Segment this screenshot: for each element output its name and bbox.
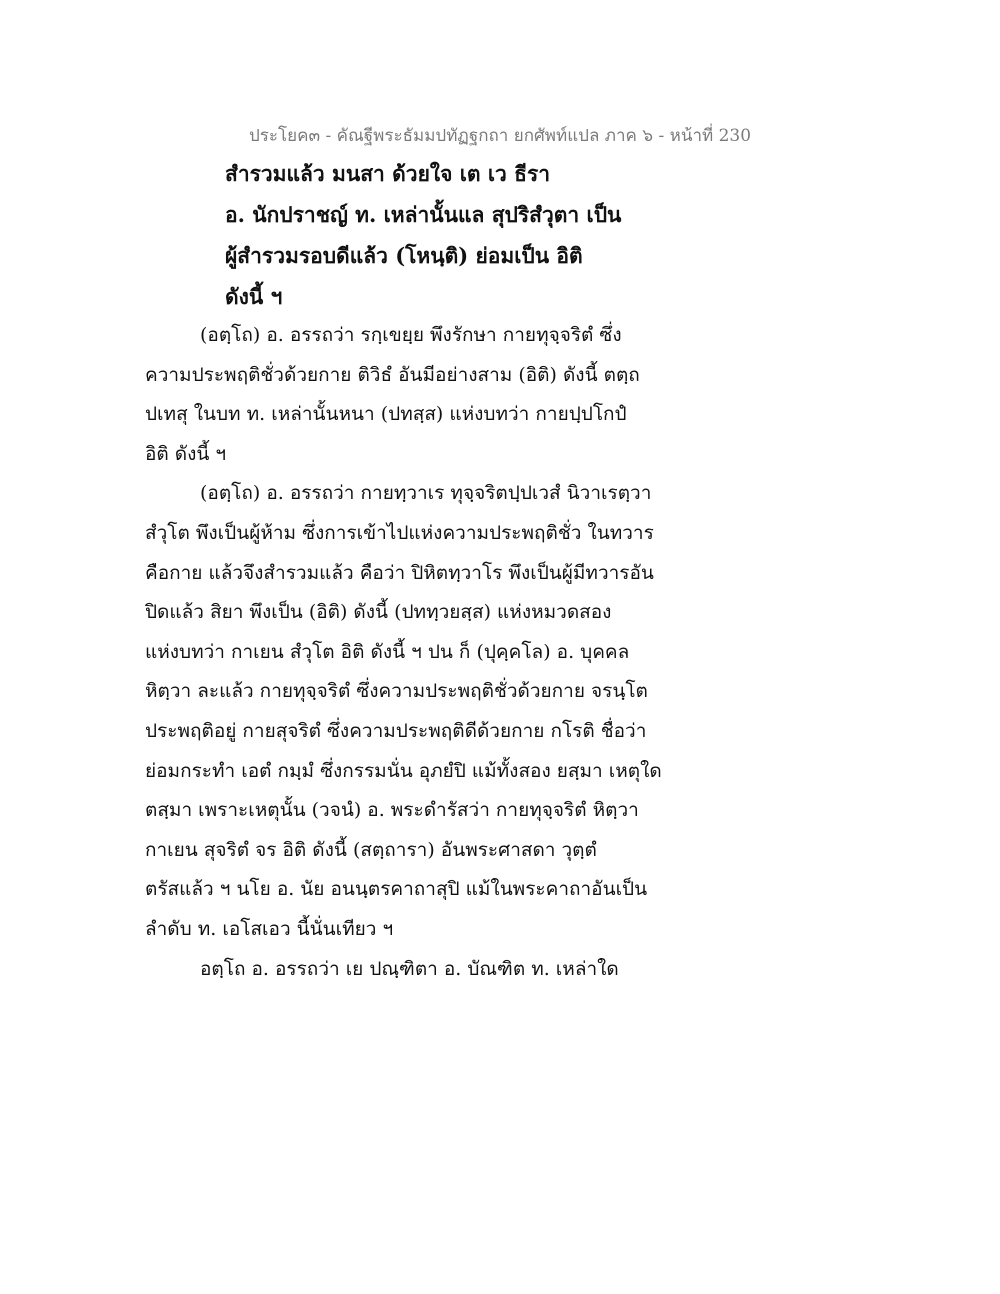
body-line: อตฺโถ อ. อรรถว่า เย ปณฺฑิตา อ. บัณฑิต ท. เหล่าใด <box>200 957 619 980</box>
body-line: (อตฺโถ) อ. อรรถว่า รกฺเขยฺย พึงรักษา กายทุจฺจริตํ ซึ่ง <box>200 324 622 346</box>
body-line: กาเยน สุจริตํ จร อิติ ดังนี้ (สตฺถารา) อันพระศาสดา วุตฺตํ <box>145 838 597 861</box>
body-line: หิตฺวา ละแล้ว กายทุจฺจริตํ ซึ่งความประพฤติชั่วด้วยกาย จรนฺโต <box>145 680 648 703</box>
body-line: อิติ ดังนี้ ฯ <box>145 442 227 465</box>
body-line: ย่อมกระทำ เอตํ กมฺมํ ซึ่งกรรมนั่น อุภยํปิ แม้ทั้งสอง ยสฺมา เหตุใด <box>145 759 662 782</box>
page-header: ประโยค๓ - คัณฐีพระธัมมปทัฏฐกถา ยกศัพท์แปล ภาค ๖ - หน้าที่ 230 <box>248 126 752 146</box>
body-line: ลำดับ ท. เอโสเอว นี้นั่นเทียว ฯ <box>145 917 394 940</box>
bold-line: อ. นักปราชญ์ ท. เหล่านั้นแล สุปริสํวุตา เป็น <box>225 202 622 227</box>
body-line: ความประพฤติชั่วด้วยกาย ติวิธํ อันมีอย่างสาม (อิติ) ดังนี้ ตตฺถ <box>145 363 640 386</box>
bold-line: ผู้สำรวมรอบดีแล้ว (โหนฺติ) ย่อมเป็น อิติ <box>225 243 583 268</box>
body-line: (อตฺโถ) อ. อรรถว่า กายทฺวาเร ทุจฺจริตปฺปเวสํ นิวาเรตฺวา <box>200 482 652 505</box>
body-line: ปิดแล้ว สิยา พึงเป็น (อิติ) ดังนี้ (ปททฺวยสฺส) แห่งหมวดสอง <box>145 601 612 624</box>
body-line: ตสฺมา เพราะเหตุนั้น (วจนํ) อ. พระดำรัสว่า กายทุจฺจริตํ หิตฺวา <box>145 799 639 822</box>
bold-line: สำรวมแล้ว มนสา ด้วยใจ เต เว ธีรา <box>225 161 551 186</box>
body-line: คือกาย แล้วจึงสำรวมแล้ว คือว่า ปิหิตทฺวาโร พึงเป็นผู้มีทวารอัน <box>145 561 654 584</box>
body-line: ตรัสแล้ว ฯ นโย อ. นัย อนนฺตรคาถาสุปิ แม้ในพระคาถาอันเป็น <box>145 878 648 901</box>
bold-line: ดังนี้ ฯ <box>225 284 283 309</box>
bold-verse-block <box>225 158 621 322</box>
body-text <box>145 318 735 991</box>
body-line: แห่งบทว่า กาเยน สํวุโต อิติ ดังนี้ ฯ ปน ก็ (ปุคฺคโล) อ. บุคคล <box>145 640 630 663</box>
body-line: ปเทสุ ในบท ท. เหล่านั้นหนา (ปทสฺส) แห่งบทว่า กายปฺปโกปํ <box>145 403 627 426</box>
body-line: ประพฤติอยู่ กายสุจริตํ ซึ่งความประพฤติดีด้วยกาย กโรติ ชื่อว่า <box>145 719 647 742</box>
body-line: สํวุโต พึงเป็นผู้ห้าม ซึ่งการเข้าไปแห่งความประพฤติชั่ว ในทวาร <box>145 521 654 544</box>
